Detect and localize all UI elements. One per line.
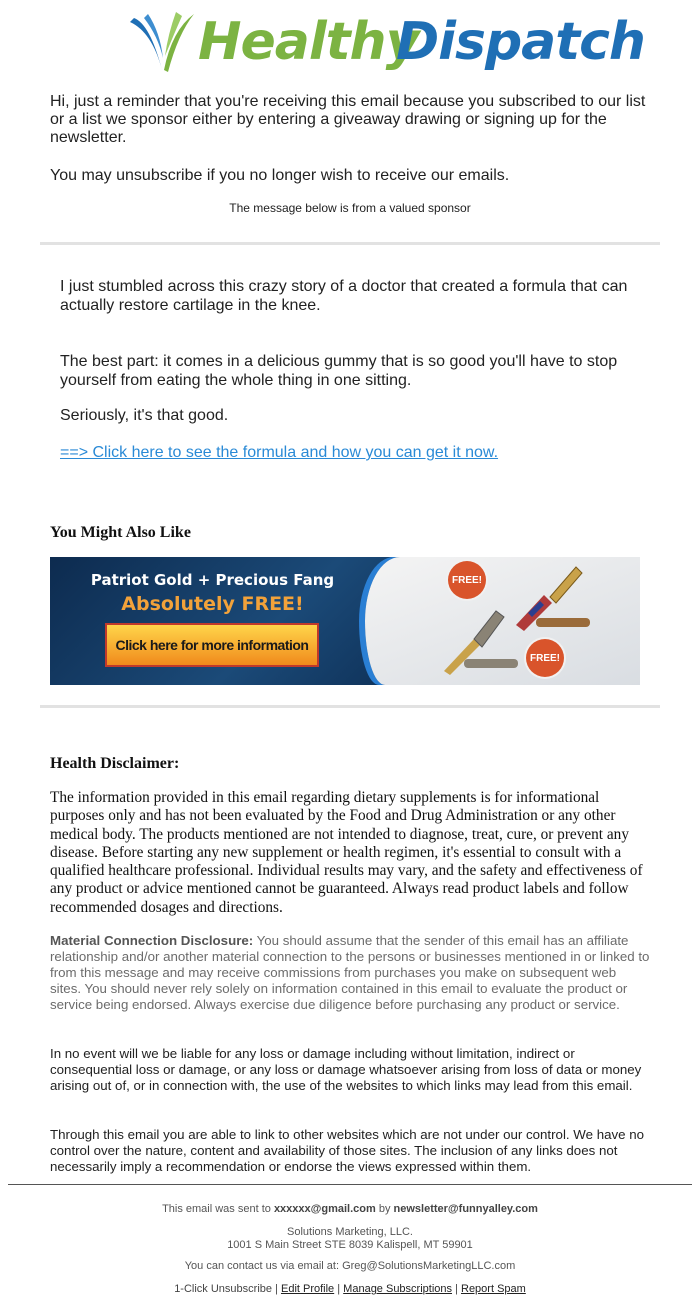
sent-to-prefix: This email was sent to: [162, 1203, 274, 1215]
report-spam-link[interactable]: Report Spam: [461, 1283, 526, 1295]
footer-links: [0, 1283, 700, 1295]
separator: |: [452, 1283, 461, 1295]
story-paragraph-3: Seriously, it's that good.: [60, 407, 229, 424]
divider: [40, 705, 660, 708]
story-paragraph-1: I just stumbled across this crazy story of a doctor that created a formula that can actually restore cartilage in the knee.: [60, 278, 628, 314]
free-badge: FREE!: [448, 561, 486, 599]
free-badge: FREE!: [526, 639, 564, 677]
separator: |: [334, 1283, 344, 1295]
sent-by-word: by: [375, 1203, 394, 1215]
knife-offer-banner[interactable]: [50, 557, 640, 685]
closed-flag-knife-icon: [534, 613, 594, 633]
unsubscribe-note: You may unsubscribe if you no longer wish to receive our emails.: [50, 167, 510, 184]
footer-divider: [8, 1184, 692, 1185]
formula-link[interactable]: ==> Click here to see the formula and how you can get it now.: [60, 444, 499, 461]
sender-email: newsletter@funnyalley.com: [393, 1203, 538, 1215]
separator: |: [272, 1283, 281, 1295]
health-disclaimer-heading: Health Disclaimer:: [50, 755, 180, 772]
story-paragraph-2: The best part: it comes in a delicious gummy that is so good you'll have to stop yourself from eating the whole thing in one sitting.: [60, 353, 618, 389]
sent-to-line: [0, 1203, 700, 1215]
external-links-paragraph: Through this email you are able to link to other websites which are not under our control. We have no control over the nature, content and availability of those sites. The inclusion of any links does not necessarily imply a recommendation or endorse the views expressed within them.: [50, 1127, 645, 1174]
banner-subtitle: Absolutely FREE!: [121, 593, 304, 615]
logo-word-healthy: Healthy: [198, 12, 419, 72]
one-click-unsubscribe-link[interactable]: 1-Click Unsubscribe: [174, 1283, 272, 1295]
sponsor-note: The message below is from a valued sponsor: [229, 201, 471, 215]
healthy-dispatch-logo: [128, 8, 645, 84]
banner-title: Patriot Gold + Precious Fang: [90, 571, 335, 589]
disclosure-text: You should assume that the sender of this email has an affiliate relationship and/or another material connection to the persons or businesses mentioned in or linked to from this message and may receive commissions from purchases you make on subsequent web sites. You should never rely solely on information contained in this email to evaluate the product or service being endorsed. Always exercise due diligence before purchasing any product or service.: [50, 933, 650, 1012]
divider: [40, 242, 660, 245]
health-disclaimer-text: The information provided in this email regarding dietary supplements is for informational purposes only and has not been evaluated by the Food and Drug Administration or any other medical body. The products mentioned are not intended to diagnose, treat, cure, or prevent any disease. Before starting any new supplement or health regimen, it's essential to consult with a qualified healthcare professional. Individual results may vary, and the safety and effectiveness of any product or advice mentioned cannot be guaranteed. Always read product labels and follow recommended dosages and directions.: [50, 789, 643, 916]
company-name: Solutions Marketing, LLC.: [287, 1226, 413, 1238]
company-address: [0, 1226, 700, 1252]
contact-line: You can contact us via email at: Greg@SolutionsMarketingLLC.com: [184, 1260, 516, 1272]
street-address: 1001 S Main Street STE 8039 Kalispell, MT 59901: [227, 1239, 473, 1251]
liability-paragraph: In no event will we be liable for any loss or damage including without limitation, indirect or consequential loss or damage, or any loss or damage whatsoever arising from loss of data or money arising out of, or in connection with, the use of the websites to which links may lead from this email.: [50, 1046, 642, 1093]
manage-subscriptions-link[interactable]: Manage Subscriptions: [343, 1283, 453, 1295]
recipient-email: xxxxxx@gmail.com: [273, 1203, 376, 1215]
disclosure-label: Material Connection Disclosure:: [50, 933, 254, 948]
subscription-reminder: Hi, just a reminder that you're receiving this email because you subscribed to our list or a list we sponsor either by entering a giveaway drawing or signing up for the newsletter.: [50, 93, 646, 146]
edit-profile-link[interactable]: Edit Profile: [280, 1283, 335, 1295]
you-might-also-like-heading: You Might Also Like: [50, 524, 191, 541]
closed-knife-icon: [462, 653, 522, 673]
logo-word-dispatch: Dispatch: [396, 12, 645, 72]
banner-info-button[interactable]: Click here for more information: [105, 623, 319, 667]
material-connection-disclosure: [50, 933, 650, 1013]
leaf-v-icon: [128, 10, 198, 80]
